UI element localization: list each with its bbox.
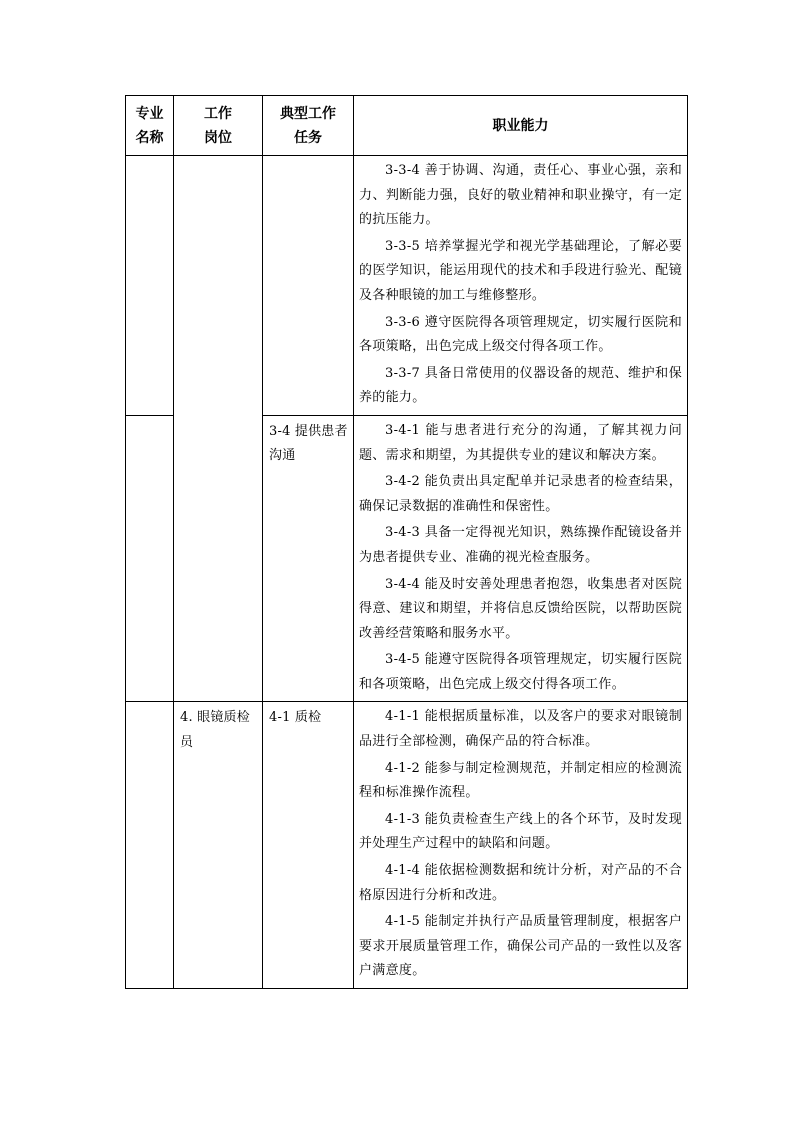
table-row	[126, 702, 688, 989]
cell-major	[126, 702, 174, 989]
ability-item: 3-3-7 具备日常使用的仪器设备的规范、维护和保养的能力。	[359, 365, 682, 406]
ability-item: 3-4-3 具备一定得视光知识，熟练操作配镜设备并为患者提供专业、准确的视光检查服务。	[359, 525, 682, 565]
task-text: 3-4 提供患者沟通	[269, 423, 348, 464]
cell-major	[126, 156, 174, 416]
cell-ability	[354, 156, 688, 416]
competency-table	[125, 95, 688, 989]
header-task	[263, 96, 354, 156]
cell-ability	[354, 415, 688, 702]
table-row	[126, 156, 688, 416]
header-major	[126, 96, 174, 156]
cell-major	[126, 415, 174, 702]
header-ability	[354, 96, 688, 156]
ability-item: 3-4-2 能负责出具定配单并记录患者的检查结果，确保记录数据的准确性和保密性。	[359, 474, 682, 514]
cell-ability	[354, 702, 688, 989]
cell-post	[174, 702, 263, 989]
ability-item: 3-4-1 能与患者进行充分的沟通，了解其视力问题、需求和期望，为其提供专业的建议和解决方案。	[359, 422, 682, 463]
task-text: 4-1 质检	[269, 710, 322, 726]
post-text: 4. 眼镜质检员	[180, 710, 250, 750]
table-header-row	[126, 96, 688, 156]
header-major-line1: 专业	[135, 105, 164, 122]
cell-task	[263, 415, 354, 702]
table-row	[126, 415, 688, 702]
cell-post	[174, 415, 263, 702]
ability-item: 3-3-5 培养掌握光学和视光学基础理论，了解必要的医学知识，能运用现代的技术和手段进行验光、配镜及各种眼镜的加工与维修整形。	[359, 238, 682, 303]
header-post	[174, 96, 263, 156]
header-post-line1: 工作	[204, 105, 232, 122]
ability-item: 4-1-4 能依据检测数据和统计分析，对产品的不合格原因进行分析和改进。	[359, 863, 682, 903]
ability-item: 4-1-2 能参与制定检测规范，并制定相应的检测流程和标准操作流程。	[359, 760, 682, 801]
header-ability-label: 职业能力	[492, 117, 549, 134]
cell-post	[174, 156, 263, 416]
ability-item: 3-3-4 善于协调、沟通，责任心、事业心强，亲和力、判断能力强，良好的敬业精神和职业操守，有一定的抗压能力。	[359, 163, 682, 228]
header-task-line1: 典型工作	[280, 105, 336, 122]
cell-task	[263, 156, 354, 416]
ability-item: 3-3-6 遵守医院得各项管理规定，切实履行医院和各项策略，出色完成上级交付得各项工作。	[359, 314, 682, 355]
ability-item: 4-1-1 能根据质量标准，以及客户的要求对眼镜制品进行全部检测，确保产品的符合标准。	[359, 709, 682, 750]
header-major-line2: 名称	[135, 129, 164, 146]
ability-item: 3-4-4 能及时安善处理患者抱怨，收集患者对医院得意、建议和期望，并将信息反馈给医院，以帮助医院改善经营策略和服务水平。	[359, 576, 682, 641]
header-post-line2: 岗位	[204, 129, 232, 146]
ability-item: 4-1-5 能制定并执行产品质量管理制度，根据客户要求开展质量管理工作，确保公司产品的一致性以及客户满意度。	[359, 914, 682, 979]
ability-item: 4-1-3 能负责检查生产线上的各个环节，及时发现并处理生产过程中的缺陷和问题。	[359, 811, 682, 852]
cell-task	[263, 702, 354, 989]
ability-item: 3-4-5 能遵守医院得各项管理规定，切实履行医院和各项策略，出色完成上级交付得各项工作。	[359, 652, 682, 692]
header-task-line2: 任务	[294, 129, 322, 146]
